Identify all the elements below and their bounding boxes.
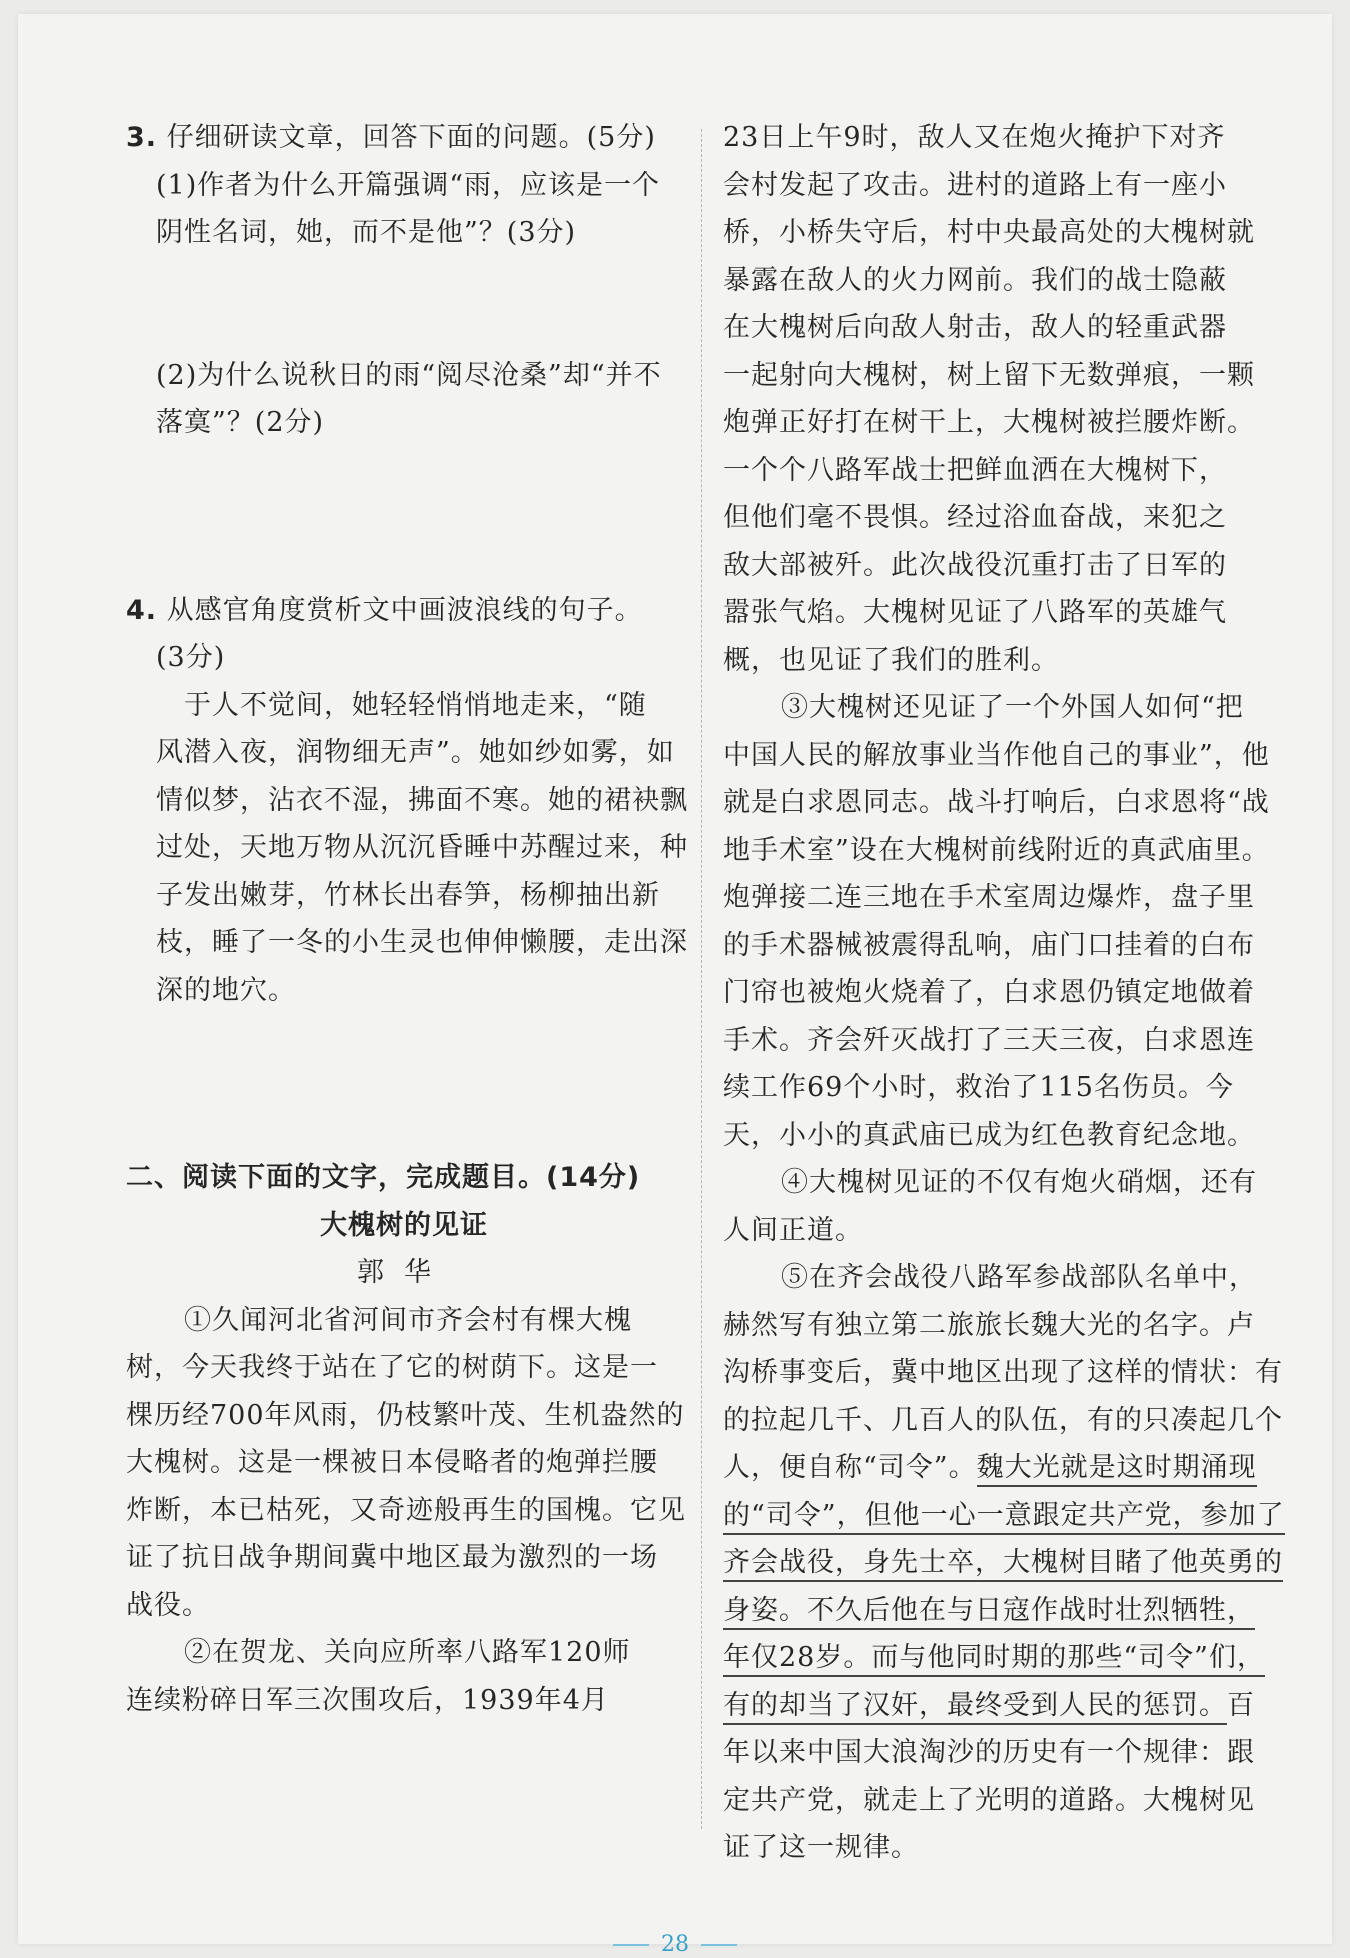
paragraph-line: 暴露在敌人的火力网前。我们的战士隐蔽 <box>723 264 1227 296</box>
underlined-text: 年仅28岁。而与他同时期的那些“司令”们， <box>723 1642 1265 1677</box>
page-footer <box>18 1932 1332 1957</box>
paragraph-line: ⑤在齐会战役八路军参战部队名单中， <box>781 1262 1257 1293</box>
paragraph-line: 会村发起了攻击。进村的道路上有一座小 <box>723 169 1227 201</box>
underlined-text: 身姿。不久后他在与日寇作战时壮烈牺牲， <box>723 1595 1255 1630</box>
paragraph-line: 的拉起几千、几百人的队伍，有的只凑起几个 <box>723 1404 1283 1436</box>
article-title: 大槐树的见证 <box>320 1209 488 1241</box>
paragraph-line: 但他们毫不畏惧。经过浴血奋战，来犯之 <box>723 502 1227 533</box>
paragraph-line: 续工作69个小时，救治了115名伤员。今 <box>723 1072 1234 1103</box>
quoted-line: 枝，睡了一冬的小生灵也伸伸懒腰，走出深 <box>156 927 688 958</box>
paragraph-line: ③大槐树还见证了一个外国人如何“把 <box>781 692 1244 723</box>
underlined-text: 有的却当了汉奸，最终受到人民的惩罚。 <box>723 1690 1227 1725</box>
subquestion-line: (2)为什么说秋日的雨“阅尽沧桑”却“并不 <box>156 359 662 391</box>
paragraph-line: 在大槐树后向敌人射击，敌人的轻重武器 <box>723 312 1227 343</box>
paragraph-line <box>723 1587 1278 1635</box>
question-score: (3分) <box>156 642 226 673</box>
paragraph-line: 概，也见证了我们的胜利。 <box>723 644 1059 676</box>
paragraph-line: 定共产党，就走上了光明的道路。大槐树见 <box>723 1784 1255 1816</box>
paragraph-line: ②在贺龙、关向应所率八路军120师 <box>184 1637 631 1668</box>
paragraph-line: 证了这一规律。 <box>723 1832 919 1863</box>
paragraph-line: 连续粉碎日军三次围攻后，1939年4月 <box>126 1684 609 1716</box>
question-text: 从感官角度赏析文中画波浪线的句子。 <box>166 594 643 626</box>
paragraph-line: 大槐树。这是一棵被日本侵略者的炮弹拦腰 <box>126 1447 658 1478</box>
paragraph-line: 就是白求恩同志。战斗打响后，白求恩将“战 <box>723 787 1270 818</box>
quoted-line: 深的地穴。 <box>156 974 296 1006</box>
paragraph-line: 地手术室”设在大槐树前线附近的真武庙里。 <box>723 834 1270 866</box>
question-number: 4. <box>126 594 158 626</box>
paragraph-line <box>723 1539 1283 1587</box>
article-author: 郭华 <box>357 1257 451 1288</box>
paragraph-line: ①久闻河北省河间市齐会村有棵大槐 <box>184 1304 632 1336</box>
question-4 <box>126 587 682 635</box>
paragraph-line: 战役。 <box>126 1589 210 1621</box>
footer-dash-right <box>701 1944 737 1946</box>
underlined-text: 魏大光就是这时期涌现 <box>977 1452 1257 1487</box>
page-number: 28 <box>661 1932 689 1957</box>
subquestion-line: (1)作者为什么开篇强调“雨，应该是一个 <box>156 169 661 201</box>
quoted-line: 子发出嫩芽，竹林长出春笋，杨柳抽出新 <box>156 879 660 911</box>
paragraph-line: 门帘也被炮火烧着了，白求恩仍镇定地做着 <box>723 977 1255 1008</box>
quoted-line: 过处，天地万物从沉沉昏睡中苏醒过来，种 <box>156 832 688 863</box>
plain-text: 百 <box>1227 1689 1255 1721</box>
paragraph-line <box>723 1492 1285 1540</box>
page <box>18 14 1332 1957</box>
left-column <box>126 114 688 1724</box>
paragraph-line: 炮弹接二连三地在手术室周边爆炸，盘子里 <box>723 882 1255 913</box>
underlined-text: 的“司令”，但他一心一意跟定共产党，参加了 <box>723 1500 1285 1535</box>
quoted-line: 于人不觉间，她轻轻悄悄地走来，“随 <box>184 689 647 721</box>
answer-space <box>126 257 682 352</box>
subquestion-line: 落寞”？(2分) <box>156 407 325 438</box>
plain-text: 人，便自称“司令”。 <box>723 1452 977 1483</box>
paragraph-line: 桥，小桥失守后，村中央最高处的大槐树就 <box>723 217 1255 248</box>
paragraph-line: 敌大部被歼。此次战役沉重打击了日军的 <box>723 549 1227 581</box>
paragraph-line <box>723 1444 1278 1492</box>
paragraph-line: 中国人民的解放事业当作他自己的事业”，他 <box>723 739 1270 771</box>
paragraph-line: 手术。齐会歼灭战打了三天三夜，白求恩连 <box>723 1024 1255 1056</box>
paragraph-line: 23日上午9时，敌人又在炮火掩护下对齐 <box>723 122 1226 153</box>
underlined-text: 齐会战役，身先士卒，大槐树目睹了他英勇的 <box>723 1547 1283 1582</box>
paragraph-line: 一个个八路军战士把鲜血洒在大槐树下， <box>723 454 1227 486</box>
paragraph-line <box>723 1634 1278 1682</box>
paragraph-line: 嚣张气焰。大槐树见证了八路军的英雄气 <box>723 597 1227 628</box>
subquestion-line: 阴性名词，她，而不是他”？(3分) <box>156 217 577 248</box>
paragraph-line: 年以来中国大浪淘沙的历史有一个规律：跟 <box>723 1737 1255 1768</box>
answer-space <box>126 447 682 587</box>
footer-dash-left <box>613 1944 649 1946</box>
paragraph-line: 天，小小的真武庙已成为红色教育纪念地。 <box>723 1119 1255 1151</box>
paragraph-line: 树，今天我终于站在了它的树荫下。这是一 <box>126 1352 658 1383</box>
paragraph-line: 赫然写有独立第二旅旅长魏大光的名字。卢 <box>723 1309 1255 1341</box>
paragraph-line: 沟桥事变后，冀中地区出现了这样的情状：有 <box>723 1357 1283 1388</box>
answer-space <box>126 1014 682 1154</box>
paragraph-line: 炮弹正好打在树干上，大槐树被拦腰炸断。 <box>723 407 1255 438</box>
section-heading: 二、阅读下面的文字，完成题目。(14分) <box>126 1162 641 1193</box>
paragraph-line: 炸断，本已枯死，又奇迹般再生的国槐。它见 <box>126 1494 686 1526</box>
paragraph-line: ④大槐树见证的不仅有炮火硝烟，还有 <box>781 1167 1257 1198</box>
question-3 <box>126 114 682 162</box>
quoted-line: 风潜入夜，润物细无声”。她如纱如雾，如 <box>156 737 675 768</box>
question-number: 3. <box>126 122 158 153</box>
paragraph-line: 证了抗日战争期间冀中地区最为激烈的一场 <box>126 1542 658 1573</box>
right-column <box>723 114 1285 1872</box>
column-divider <box>701 129 702 1829</box>
question-text: 仔细研读文章，回答下面的问题。(5分) <box>166 122 656 153</box>
paragraph-line: 棵历经700年风雨，仍枝繁叶茂、生机盎然的 <box>126 1399 685 1431</box>
paragraph-line: 的手术器械被震得乱响，庙门口挂着的白布 <box>723 929 1255 961</box>
paragraph-line: 人间正道。 <box>723 1214 863 1246</box>
quoted-line: 情似梦，沾衣不湿，拂面不寒。她的裙袂飘 <box>156 784 688 816</box>
paragraph-line <box>723 1682 1278 1730</box>
paragraph-line: 一起射向大槐树，树上留下无数弹痕，一颗 <box>723 359 1255 391</box>
